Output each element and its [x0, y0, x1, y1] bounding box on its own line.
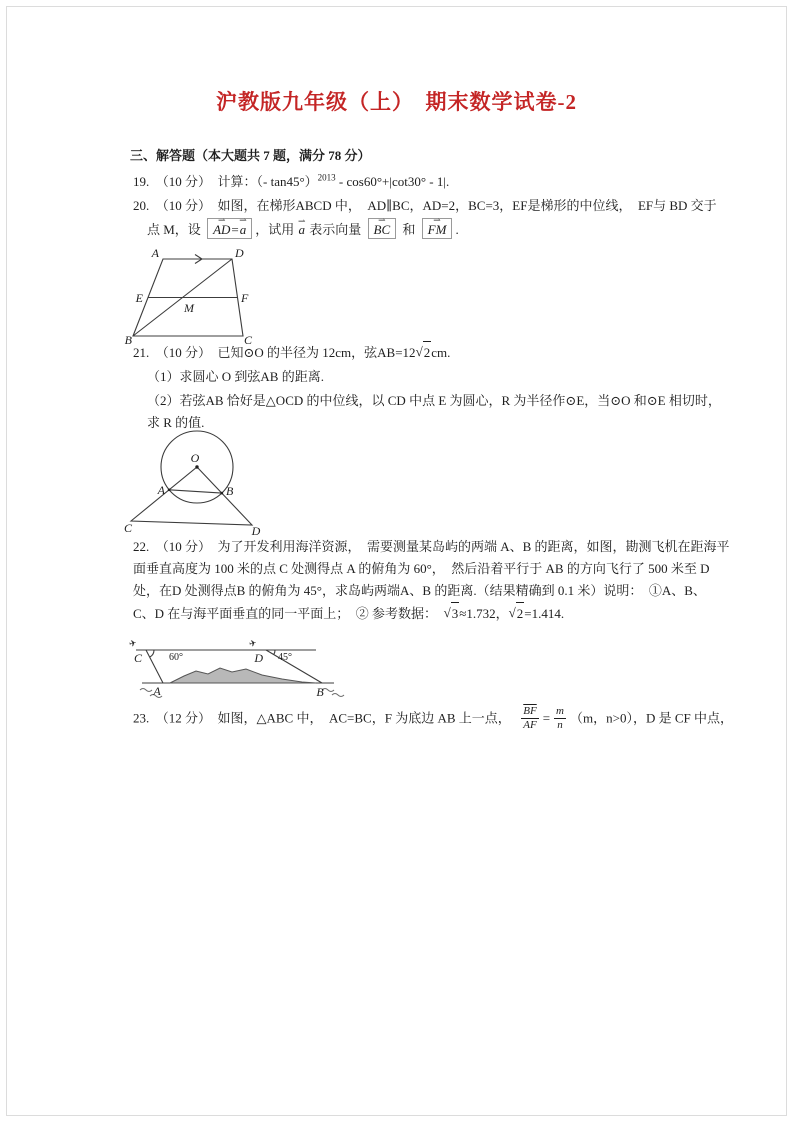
radical-sign: √: [443, 605, 451, 620]
q19-text: 19. （10 分） 计算：（- tan45°）: [133, 174, 318, 189]
vector-BC: ⇀ BC: [373, 219, 392, 238]
fraction-m-n: [554, 705, 566, 732]
label-O: O: [190, 451, 200, 465]
vector-FM: ⇀ FM: [427, 219, 448, 238]
triangle-OCD: [131, 467, 252, 525]
q20-line2-text4: 和: [399, 222, 419, 237]
q23-text2: （m，n>0），D 是 CF 中点，: [570, 710, 733, 726]
center-O-dot: [195, 465, 198, 468]
wave-mark: [140, 689, 152, 692]
radical-sign: √: [508, 605, 516, 620]
radicand: 3: [451, 602, 460, 625]
fraction-BF-AF: [521, 705, 538, 732]
section-header: 三、解答题（本大题共 7 题，满分 78 分）: [130, 148, 371, 163]
question-19: [133, 171, 449, 193]
question-21: [133, 341, 450, 364]
radicand: 2: [423, 341, 432, 364]
chord-AB: [169, 490, 222, 493]
fraction-numerator: $\overline{BF}$: [523, 705, 537, 717]
label-M: M: [184, 301, 194, 315]
sight-line-CA: [146, 650, 163, 683]
label-C: C: [244, 333, 253, 347]
q21-part2-line2: 求 R 的值.: [147, 415, 205, 430]
label-A: A: [151, 246, 159, 260]
q21-text2: cm.: [431, 345, 451, 360]
question-22: [133, 536, 730, 625]
label-A: A: [157, 483, 165, 497]
q22-line3: 处，在D 处测得点B 的俯角为 45°，求岛屿两端A、B 的距离.（结果精确到 0.1 米）说明： ①A、B、: [133, 583, 706, 598]
q19-text-tail: - cos60°+|cot30° - 1|.: [335, 174, 450, 189]
fraction-numerator: m: [556, 705, 564, 717]
q20-line2-text2: ，试用: [255, 222, 298, 237]
vector-a: ⇀ a: [239, 219, 248, 238]
sqrt-3-expression: [444, 602, 460, 625]
vector-a-inline: ⇀ a: [298, 217, 307, 241]
equals-sign: =: [231, 222, 239, 237]
circle-triangle-figure: [122, 426, 272, 536]
q20-line1: 20. （10 分） 如图，在梯形ABCD 中， AD∥BC，AD=2，BC=3，EF是梯形的中位线， EF与 BD 交于: [133, 198, 717, 213]
formula-box-AD-eq-a: [207, 218, 252, 239]
formula-box-BC: [368, 218, 397, 239]
label-C: C: [133, 651, 142, 665]
angle-arc-C: [150, 650, 154, 657]
angle-arc-D: [274, 650, 275, 655]
wave-mark: [332, 694, 344, 697]
q20-line2-text3: 表示向量: [306, 222, 365, 237]
airplane-icon: ✈: [127, 637, 138, 650]
angle-label-60: 60°: [169, 652, 183, 663]
question-20: [133, 195, 717, 241]
wave-mark: [322, 689, 334, 692]
point-B-dot: [221, 492, 224, 495]
radical-sign: √: [415, 344, 423, 359]
label-B: B: [316, 685, 324, 699]
fraction-denominator: AF: [523, 719, 537, 731]
label-B: B: [124, 333, 132, 347]
label-D: D: [251, 524, 261, 538]
sqrt-2-expression: [416, 341, 432, 364]
label-C: C: [123, 521, 133, 535]
q21-part2-line1: （2）若弦AB 恰好是△OCD 的中位线，以 CD 中点 E 为圆心，R 为半径作⊙E，当⊙O 和⊙E 相切时，: [147, 393, 721, 408]
label-E: E: [135, 291, 143, 305]
equals-sign: =: [542, 710, 551, 726]
label-A: A: [153, 684, 161, 698]
q22-line4: [133, 602, 730, 625]
q22-line4-text3: =1.414.: [524, 606, 565, 621]
q20-line2-text1: 点 M，设: [147, 222, 205, 237]
airplane-icon: ✈: [247, 637, 258, 650]
q22-line1: 22. （10 分） 为了开发利用海洋资源， 需要测量某岛屿的两端 A、B 的距离，如图，勘测飞机在距海平: [133, 539, 730, 554]
label-D: D: [254, 651, 263, 665]
q22-line4-text2: ≈1.732，: [459, 606, 509, 621]
label-D: D: [235, 246, 244, 260]
island-survey-figure: [126, 630, 366, 700]
question-23: [133, 706, 733, 733]
q23-text1: 23. （12 分） 如图，△ABC 中， AC=BC，F 为底边 AB 上一点，: [133, 710, 518, 726]
q20-line2-text5: .: [455, 222, 459, 237]
radicand: 2: [516, 602, 525, 625]
label-F: F: [241, 291, 249, 305]
q21-text1: 21. （10 分） 已知⊙O 的半径为 12cm，弦AB=12: [133, 345, 416, 360]
vector-AD: ⇀ AD: [212, 219, 231, 238]
q19-exponent: 2013: [317, 172, 336, 183]
q20-line2: [147, 217, 717, 241]
page-title: 沪教版九年级（上） 期末数学试卷-2: [216, 90, 577, 114]
island-shape: [170, 668, 316, 683]
q22-line2: 面垂直高度为 100 米的点 C 处测得点 A 的俯角为 60°， 然后沿着平行于 AB 的方向飞行了 500 米至 D: [133, 561, 710, 576]
angle-label-45: 45°: [278, 652, 292, 663]
trapezoid-figure: [126, 244, 256, 346]
label-B: B: [226, 484, 234, 498]
q22-line4-text1: C、D 在与海平面垂直的同一平面上； ② 参考数据：: [133, 606, 444, 621]
formula-box-FM: [422, 218, 453, 239]
fraction-denominator: n: [554, 718, 566, 732]
point-A-dot: [168, 489, 171, 492]
sqrt-2-expression: [509, 602, 525, 625]
q21-part1: （1）求圆心 O 到弦AB 的距离.: [147, 369, 324, 384]
